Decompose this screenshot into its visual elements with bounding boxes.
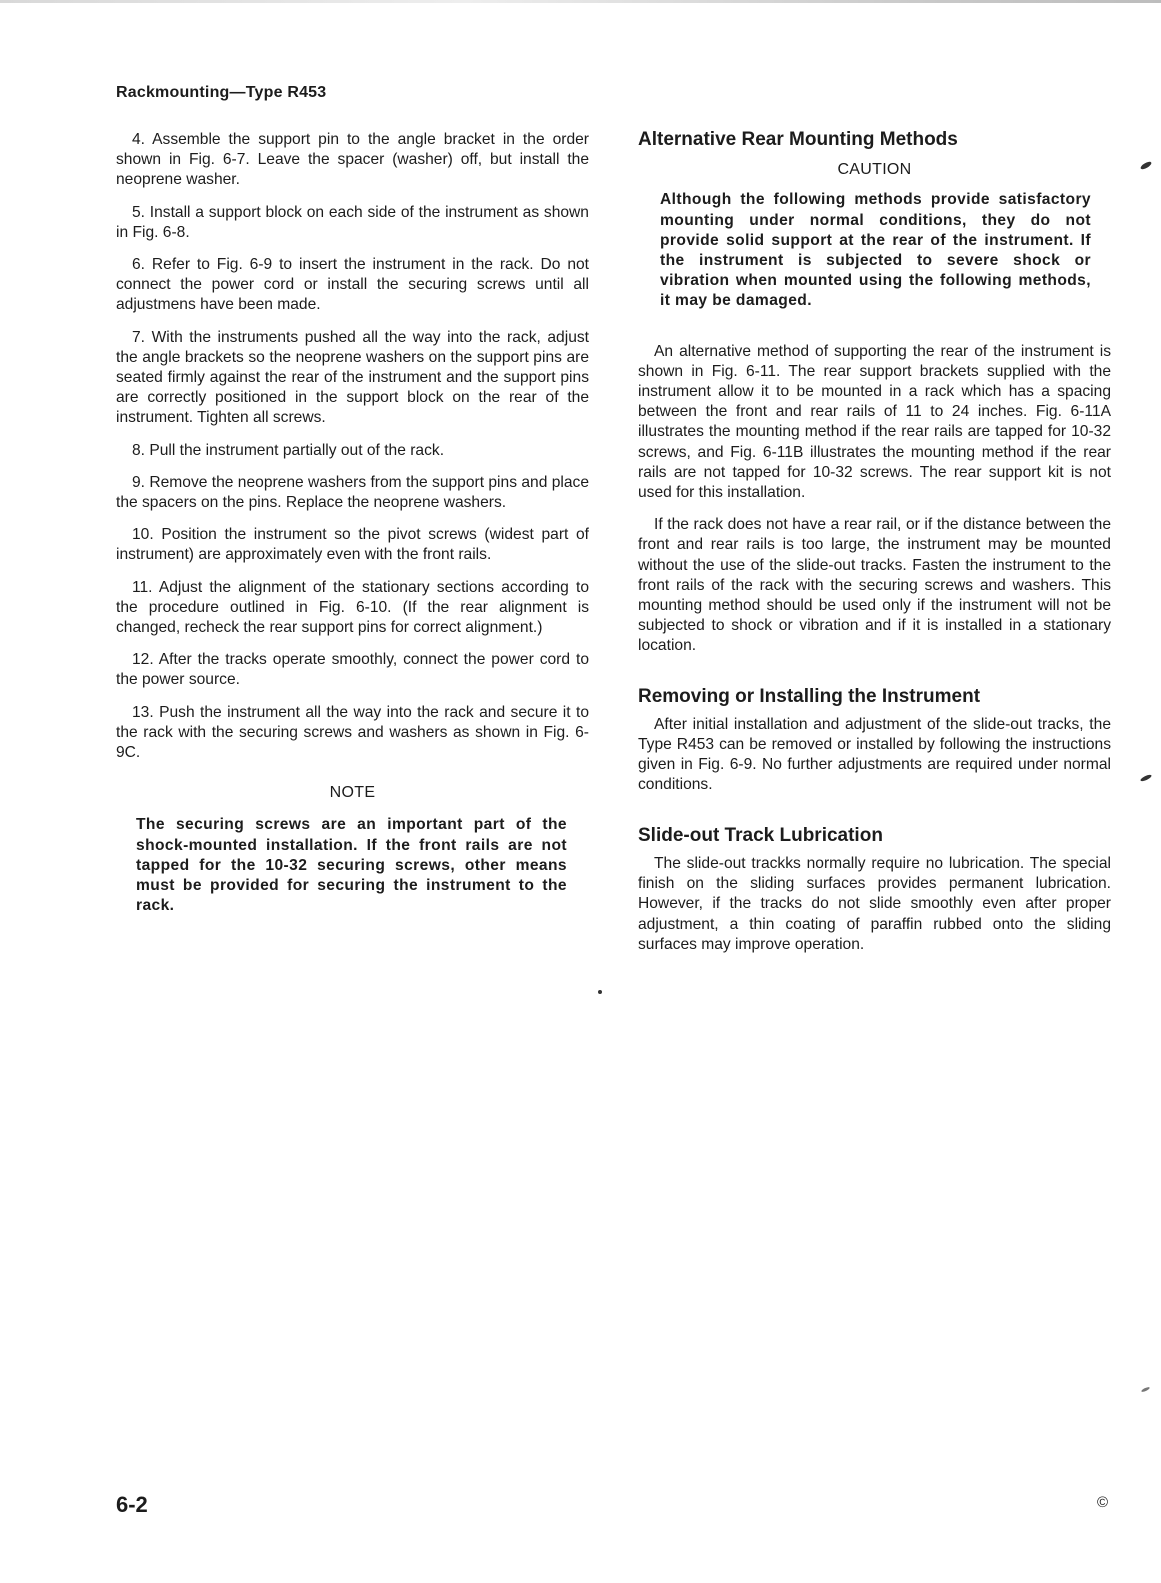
step-8: 8. Pull the instrument partially out of the rack. bbox=[132, 441, 445, 459]
caution-title: CAUTION bbox=[837, 161, 912, 179]
page-number: 6-2 bbox=[116, 1492, 148, 1517]
scan-mark bbox=[1140, 160, 1153, 170]
scan-top-edge bbox=[0, 0, 1161, 3]
scan-mark bbox=[1141, 1386, 1150, 1393]
note-title: NOTE bbox=[329, 784, 376, 802]
note-text: The securing screws are an important part of the shock-mounted installation. If the front rails are not tapped for the 10-32 securing screws, other means must be provided for securing the instrument to the rack. bbox=[136, 816, 567, 915]
step-4: 4. Assemble the support pin to the angle bracket in the order shown in Fig. 6-7. Leave the spacer (washer) off, but install the neoprene washer. bbox=[116, 131, 589, 189]
section-heading-removing-installing: Removing or Installing the Instrument bbox=[638, 685, 981, 707]
rear-mounting-paragraph-2: If the rack does not have a rear rail, or if the distance between the front and rear rails is too large, the instrument may be mounted without the use of the slide-out tracks. Fasten the instrument to the front rails of the rack with the securing screws and washers. This mounting method should be used only if the instrument will not be subjected to shock or vibration and if it is installed in a stationary location. bbox=[638, 516, 1111, 655]
step-10: 10. Position the instrument so the pivot screws (widest part of instrument) are approximately even with the front rails. bbox=[116, 526, 589, 564]
step-12: 12. After the tracks operate smoothly, connect the power cord to the power source. bbox=[116, 651, 589, 689]
section-heading-alternative-rear-mounting: Alternative Rear Mounting Methods bbox=[638, 129, 958, 150]
step-7: 7. With the instruments pushed all the way into the rack, adjust the angle brackets so the neoprene washers on the support pins are seated firmly against the rear of the instrument and the support pins are correctly positioned in the support block on the rear of the instrument. Tighten all screws. bbox=[116, 328, 589, 427]
step-5: 5. Install a support block on each side of the instrument as shown in Fig. 6-8. bbox=[116, 203, 589, 241]
step-13: 13. Push the instrument all the way into the rack and secure it to the rack with the securing screws and washers as shown in Fig. 6-9C. bbox=[116, 703, 589, 762]
rear-mounting-paragraph-1: An alternative method of supporting the rear of the instrument is shown in Fig. 6-11. The rear support brackets supplied with the instrument allow it to be mounted in a rack which has a spacing between the front and rear rails of 11 to 24 inches. Fig. 6-11A illustrates the mounting method if the rear rails are tapped for 10-32 screws, and Fig. 6-11B illustrates the mounting method if the rear rails are not tapped for 10-32 screws. The rear support kit is not used for this installation. bbox=[638, 342, 1111, 502]
section-heading-track-lubrication: Slide-out Track Lubrication bbox=[638, 824, 883, 846]
caution-text: Although the following methods provide satisfactory mounting under normal conditions, they do not provide solid support at the rear of the instrument. If the instrument is subjected to severe shock or vibration when mounted using the following methods, it may be damaged. bbox=[660, 191, 1091, 310]
removing-installing-paragraph: After initial installation and adjustment of the slide-out tracks, the Type R453 can be removed or installed by following the instructions given in Fig. 6-9. No further adjustments are required under normal conditions. bbox=[638, 715, 1111, 794]
right-column bbox=[638, 130, 1111, 967]
copyright-icon: © bbox=[1097, 1494, 1109, 1511]
scan-mark bbox=[1140, 774, 1153, 783]
left-column bbox=[116, 130, 589, 917]
track-lubrication-paragraph: The slide-out trackks normally require no lubrication. The special finish on the sliding surfaces provides permanent lubrication. However, if the tracks do not slide smoothly even after proper adjustment, a thin coating of paraffin rubbed onto the sliding surfaces may improve operation. bbox=[638, 854, 1111, 953]
running-head: Rackmounting—Type R453 bbox=[116, 84, 327, 101]
step-9: 9. Remove the neoprene washers from the support pins and place the spacers on the pins. Replace the neoprene washers. bbox=[116, 473, 589, 512]
step-6: 6. Refer to Fig. 6-9 to insert the instrument in the rack. Do not connect the power cord or install the securing screws until all adjustmens have been made. bbox=[116, 256, 589, 314]
step-11: 11. Adjust the alignment of the stationary sections according to the procedure outlined in Fig. 6-10. (If the rear alignment is changed, recheck the rear support pins for correct alignment.) bbox=[116, 578, 589, 637]
scan-mark bbox=[598, 990, 602, 994]
